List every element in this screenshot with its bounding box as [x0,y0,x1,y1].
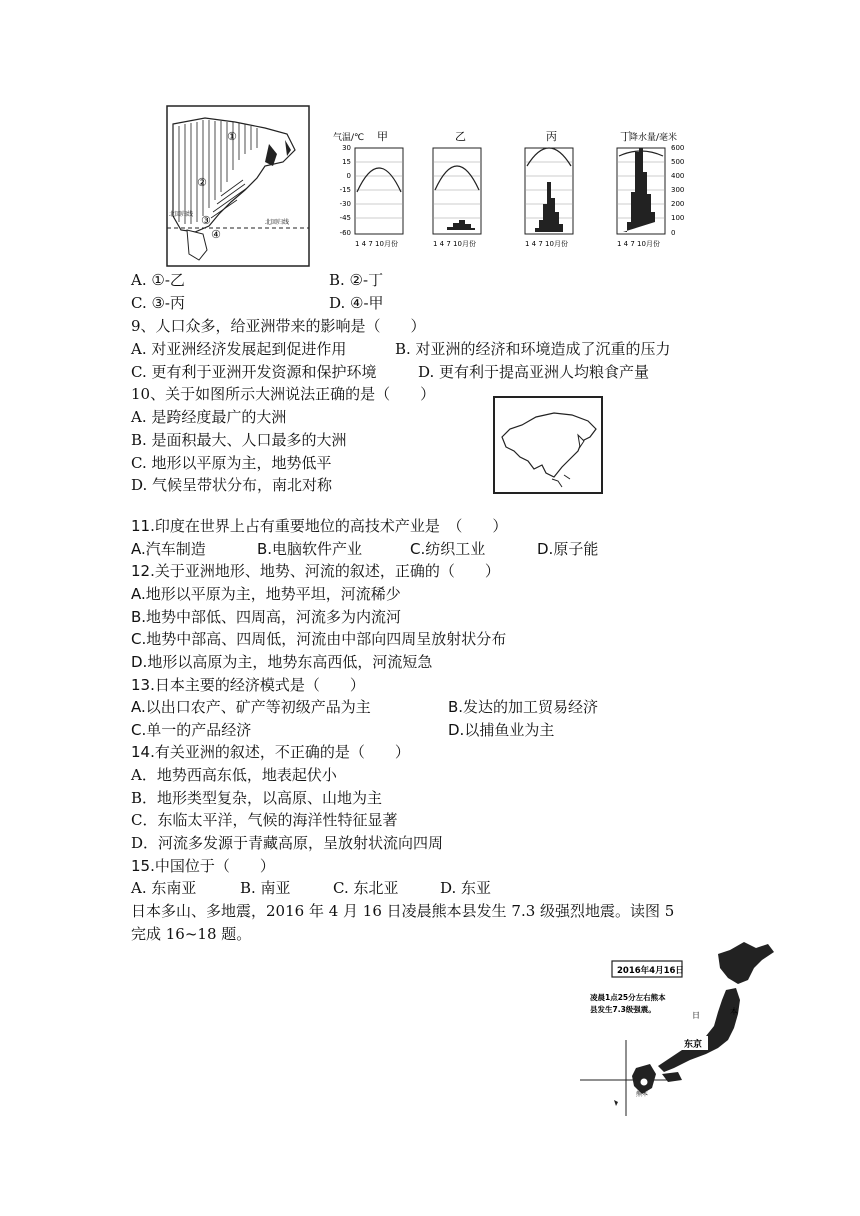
panel-title-yi: 乙 [455,130,466,143]
temp-tick: -60 [339,229,351,237]
q12-option-d: D.地形以高原为主，地势东高西低，河流短急 [131,653,433,671]
q9-option-a: A. 对亚洲经济发展起到促进作用 [131,340,347,358]
q12-stem: 12.关于亚洲地形、地势、河流的叙述，正确的（ ） [131,562,500,580]
precip-tick: 400 [671,172,685,180]
q14-stem: 14.有关亚洲的叙述，不正确的是（ ） [131,743,410,761]
q11-stem: 11.印度在世界上占有重要地位的高技术产业是 （ ） [131,517,508,535]
japan-map-note-1: 凌晨1点25分左右熊本 [590,993,666,1002]
q15-option-c: C. 东北亚 [333,879,399,897]
japan-label-ri: 日 [692,1011,700,1020]
q8-option-b: B. ②-丁 [329,271,384,289]
q8-option-c: C. ③-丙 [131,294,185,312]
map-label-4: ④ [211,228,221,241]
japan-earthquake-map [578,940,780,1120]
japan-label-ben: 本 [730,1007,738,1016]
q11-option-d: D.原子能 [537,540,599,558]
q10-option-c: C. 地形以平原为主，地势低平 [131,454,332,472]
japan-label-tokyo: 东京 [684,1040,703,1050]
temp-tick: 30 [342,144,351,152]
q13-option-c: C.单一的产品经济 [131,721,252,739]
temp-tick: 0 [346,172,351,180]
q14-option-a: A．地势西高东低，地表起伏小 [131,766,337,784]
q10-option-b: B. 是面积最大、人口最多的大洲 [131,431,347,449]
q13-option-d: D.以捕鱼业为主 [448,721,555,739]
map-tropic-left: 北回归线 [169,211,194,218]
temp-tick: -45 [339,214,351,222]
temp-axis-title: 气温/℃ [333,133,365,143]
precip-tick: 500 [671,158,685,166]
q10-stem: 10、关于如图所示大洲说法正确的是（ ） [131,385,436,403]
q12-option-a: A.地形以平原为主，地势平坦，河流稀少 [131,585,401,603]
q10-option-d: D. 气候呈带状分布，南北对称 [131,476,333,494]
asia-climate-figure [165,104,715,274]
asia-outline-map [492,395,604,495]
q15-option-b: B. 南亚 [240,879,291,897]
q14-option-d: D．河流多发源于青藏高原，呈放射状流向四周 [131,834,444,852]
x-label-jia: 1 4 7 10月份 [355,240,398,248]
q12-option-b: B.地势中部低、四周高，河流多为内流河 [131,608,402,626]
precip-tick: 0 [671,229,676,237]
temp-tick: 15 [342,158,351,166]
q8-option-a: A. ①-乙 [131,271,185,289]
japan-label-kumamoto: 熊本 [636,1091,649,1098]
japan-map-date: 2016年4月16日 [617,966,684,976]
q15-option-a: A. 东南亚 [131,879,197,897]
q15-option-d: D. 东亚 [440,879,492,897]
q12-option-c: C.地势中部高、四周低，河流由中部向四周呈放射状分布 [131,630,507,648]
precip-tick: 300 [671,186,685,194]
east-asia-map [167,106,309,266]
precip-tick: 600 [671,144,685,152]
q10-option-a: A. 是跨经度最广的大洲 [131,408,287,426]
map-label-2: ② [197,176,207,189]
q11-option-a: A.汽车制造 [131,540,206,558]
map-label-3: ③ [201,214,211,227]
q13-option-b: B.发达的加工贸易经济 [448,698,599,716]
asia-climate-svg [165,104,715,274]
map-tropic-right: 北回归线 [265,219,290,226]
q13-option-a: A.以出口农产、矿产等初级产品为主 [131,698,371,716]
map-label-1: ① [227,130,237,143]
q14-option-c: C．东临太平洋，气候的海洋性特征显著 [131,811,398,829]
panel-title-jia: 甲 [377,130,388,143]
q11-option-b: B.电脑软件产业 [257,540,363,558]
x-label-ding: 1 4 7 10月份 [617,240,660,248]
precip-tick: 100 [671,214,685,222]
x-label-yi: 1 4 7 10月份 [433,240,476,248]
q9-option-d: D. 更有利于提高亚洲人均粮食产量 [418,363,650,381]
q11-option-c: C.纺织工业 [410,540,486,558]
temp-tick: -15 [339,186,351,194]
climate-charts [333,130,684,248]
panel-title-bing: 丙 [546,130,557,143]
passage-line-2: 完成 16~18 题。 [131,925,252,943]
q8-option-d: D. ④-甲 [329,294,384,312]
q9-option-c: C. 更有利于亚洲开发资源和保护环境 [131,363,377,381]
precip-axis-title: 降水量/毫米 [629,133,678,143]
panel-title-ding: 丁 [620,130,631,143]
japan-map-note-2: 县发生7.3级强震。 [590,1005,656,1014]
temp-tick: -30 [339,200,351,208]
q14-option-b: B．地形类型复杂，以高原、山地为主 [131,789,383,807]
precip-tick: 200 [671,200,685,208]
passage-line-1: 日本多山、多地震，2016 年 4 月 16 日凌晨熊本县发生 7.3 级强烈地震。读图 5 [131,902,675,920]
q13-stem: 13.日本主要的经济模式是（ ） [131,676,365,694]
q9-stem: 9、人口众多，给亚洲带来的影响是（ ） [131,317,426,335]
q9-option-b: B. 对亚洲的经济和环境造成了沉重的压力 [395,340,671,358]
q15-stem: 15.中国位于（ ） [131,857,275,875]
x-label-bing: 1 4 7 10月份 [525,240,568,248]
